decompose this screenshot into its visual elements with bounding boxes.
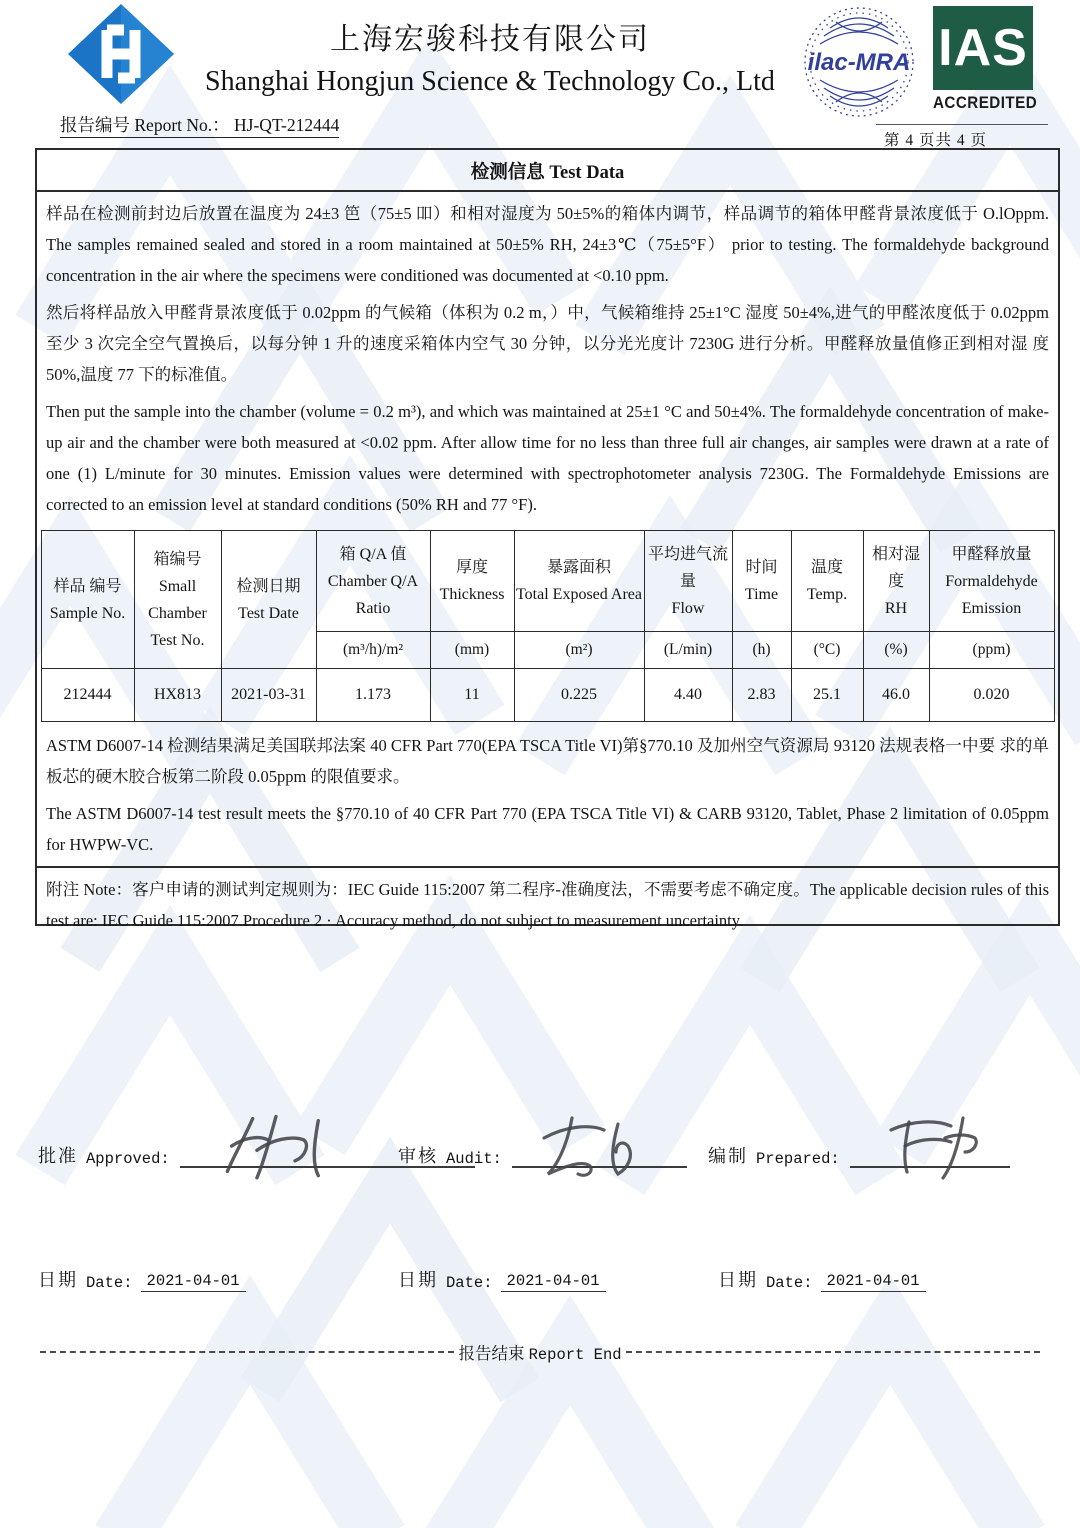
date-label-zh: 日期 xyxy=(718,1270,758,1290)
table-header-row xyxy=(41,531,1054,632)
report-end-zh: 报告结束 xyxy=(458,1344,525,1363)
date-group-audit xyxy=(398,1266,606,1292)
unit-qa-ratio: (m³/h)/m² xyxy=(316,632,430,669)
cell-thickness: 11 xyxy=(430,669,514,722)
cell-chamber-no: HX813 xyxy=(134,669,221,722)
date-value-approved: 2021-04-01 xyxy=(141,1272,246,1292)
conditioning-paragraph: 样品在检测前封边后放置在温度为 24±3 笆（75±5 吅）和相对湿度为 50±5%的箱体内调节，样品调节的箱体甲醛背景浓度低于 O.lOppm. The samples remained sealed and stored in a room maintained at 50±5% RH, 24±3℃（75±5°F） prior to testing. The formaldehyde background concentration in the air where the specimens were conditioned was documented at <0.10 ppm. xyxy=(46,204,1049,285)
col-emission: 甲醛释放量 Formaldehyde Emission xyxy=(929,531,1054,632)
ias-text: IAS xyxy=(938,19,1028,77)
date-label-en: Date: xyxy=(446,1274,493,1292)
col-time: 时间 Time xyxy=(732,531,791,632)
unit-exposed-area: (m²) xyxy=(514,632,644,669)
cell-exposed-area: 0.225 xyxy=(514,669,644,722)
unit-flow: (L/min) xyxy=(644,632,732,669)
unit-temp: (°C) xyxy=(791,632,863,669)
chamber-procedure-paragraph-zh: 然后将样品放入甲醛背景浓度低于 0.02ppm 的气候箱（体积为 0.2 m，）中，气候箱维持 25±1°C 湿度 50±4%,进气的甲醛浓度低于 0.02ppm 至少 3 次完全空气置换后，以每分钟 1 升的速度采箱体内空气 30 分钟，以分光光度计 7230G 进行分析。甲醛释放量值修正到相对湿 度 50%,温度 77 下的标准值。 xyxy=(46,303,1049,384)
prepared-group xyxy=(708,1142,1010,1168)
table-data-row xyxy=(41,669,1054,722)
col-chamber-no: 箱编号 Small Chamber Test No. xyxy=(134,531,221,669)
col-rh: 相对湿度 RH xyxy=(863,531,929,632)
col-sample-no: 样品 编号 Sample No. xyxy=(41,531,134,669)
unit-time: (h) xyxy=(732,632,791,669)
audit-signature xyxy=(532,1108,662,1182)
report-end-en: Report End xyxy=(528,1346,622,1364)
cell-sample-no: 212444 xyxy=(41,669,134,722)
cell-emission: 0.020 xyxy=(929,669,1054,722)
test-results-table xyxy=(41,530,1055,722)
cell-flow: 4.40 xyxy=(644,669,732,722)
prepared-signature-line xyxy=(850,1162,1010,1168)
page-info-rule xyxy=(876,124,1048,125)
report-end-line xyxy=(40,1340,1040,1364)
prepared-signature xyxy=(875,1106,995,1182)
date-label-zh: 日期 xyxy=(398,1270,438,1290)
approved-label-en: Approved: xyxy=(86,1150,170,1168)
svg-text:ilac-MRA: ilac-MRA xyxy=(807,49,911,76)
ias-logo xyxy=(933,6,1038,113)
ias-accredited-label: ACCREDITED xyxy=(933,94,1038,112)
company-name-zh: 上海宏骏科技有限公司 xyxy=(330,23,650,56)
report-number-line xyxy=(60,112,339,137)
section-title: 检测信息 Test Data xyxy=(37,150,1058,192)
cell-test-date: 2021-03-31 xyxy=(221,669,316,722)
chamber-procedure-paragraph-en: Then put the sample into the chamber (volume = 0.2 m³), and which was maintained at 25±1 °C and 50±4%. The formaldehyde concentration of make-up air and the chamber were both measured at <0.02 ppm. After allow time for no less than three full air changes, air samples were drawn at a rate of one (1) L/minute for 30 minutes. Emission values were determined with spectrophotometer analysis 7230G. The Formaldehyde Emissions are corrected to an emission level at standard conditions (50% RH and 77 °F). xyxy=(46,402,1049,514)
ilac-mra-logo xyxy=(800,2,918,122)
report-number-value: HJ-QT-212444 xyxy=(234,115,340,135)
audit-group xyxy=(398,1142,687,1168)
conclusion-en: The ASTM D6007-14 test result meets the §770.10 of 40 CFR Part 770 (EPA TSCA Title VI) & CARB 93120, Tablet, Phase 2 limitation of 0.05ppm for HWPW-VC. xyxy=(46,804,1049,854)
audit-signature-line xyxy=(512,1162,687,1168)
col-qa-ratio: 箱 Q/A 值 Chamber Q/A Ratio xyxy=(316,531,430,632)
prepared-label-en: Prepared: xyxy=(756,1150,840,1168)
approved-signature xyxy=(220,1108,370,1182)
unit-emission: (ppm) xyxy=(929,632,1054,669)
date-label-en: Date: xyxy=(86,1274,133,1292)
report-number-label: 报告编号 Report No.： xyxy=(60,115,230,135)
col-exposed-area: 暴露面积 Total Exposed Area xyxy=(514,531,644,632)
col-temp: 温度 Temp. xyxy=(791,531,863,632)
date-label-zh: 日期 xyxy=(38,1270,78,1290)
report-end-dash-right xyxy=(626,1351,1040,1353)
prepared-label-zh: 编制 xyxy=(708,1146,748,1166)
date-group-prepared xyxy=(718,1266,926,1292)
unit-rh: (%) xyxy=(863,632,929,669)
col-flow: 平均进气流量 Flow xyxy=(644,531,732,632)
col-thickness: 厚度 Thickness xyxy=(430,531,514,632)
company-titles xyxy=(150,14,830,98)
approved-label-zh: 批准 xyxy=(38,1146,78,1166)
date-value-audit: 2021-04-01 xyxy=(501,1272,606,1292)
ias-icon xyxy=(933,6,1033,90)
date-group-approved xyxy=(38,1266,246,1292)
cell-temp: 25.1 xyxy=(791,669,863,722)
unit-thickness: (mm) xyxy=(430,632,514,669)
col-test-date: 检测日期 Test Date xyxy=(221,531,316,669)
audit-label-en: Audit: xyxy=(446,1150,502,1168)
note-divider xyxy=(37,866,1058,868)
ilac-mra-icon xyxy=(800,2,918,122)
cell-rh: 46.0 xyxy=(863,669,929,722)
date-value-prepared: 2021-04-01 xyxy=(821,1272,926,1292)
cell-qa-ratio: 1.173 xyxy=(316,669,430,722)
report-end-dash-left xyxy=(40,1351,454,1353)
audit-label-zh: 审核 xyxy=(398,1146,438,1166)
cell-time: 2.83 xyxy=(732,669,791,722)
company-name-en: Shanghai Hongjun Science & Technology Co., Ltd xyxy=(205,66,775,97)
date-label-en: Date: xyxy=(766,1274,813,1292)
test-data-box xyxy=(35,148,1060,930)
page-info: 第 4 页共 4 页 xyxy=(884,132,988,149)
conclusion-zh: ASTM D6007-14 检测结果满足美国联邦法案 40 CFR Part 770(EPA TSCA Title VI)第§770.10 及加州空气资源局 93120 法规表格一中要 求的单板芯的硬木胶合板第二阶段 0.05ppm 的限值要求。 xyxy=(46,736,1049,786)
note-paragraph: 附注 Note：客户申请的测试判定规则为：IEC Guide 115:2007 第二程序-准确度法，不需要考虑不确定度。The applicable decision rules of this test are: IEC Guide 115:2007 Procedure 2 · Accuracy method, do not subject to measurement uncertainty. xyxy=(46,880,1049,930)
